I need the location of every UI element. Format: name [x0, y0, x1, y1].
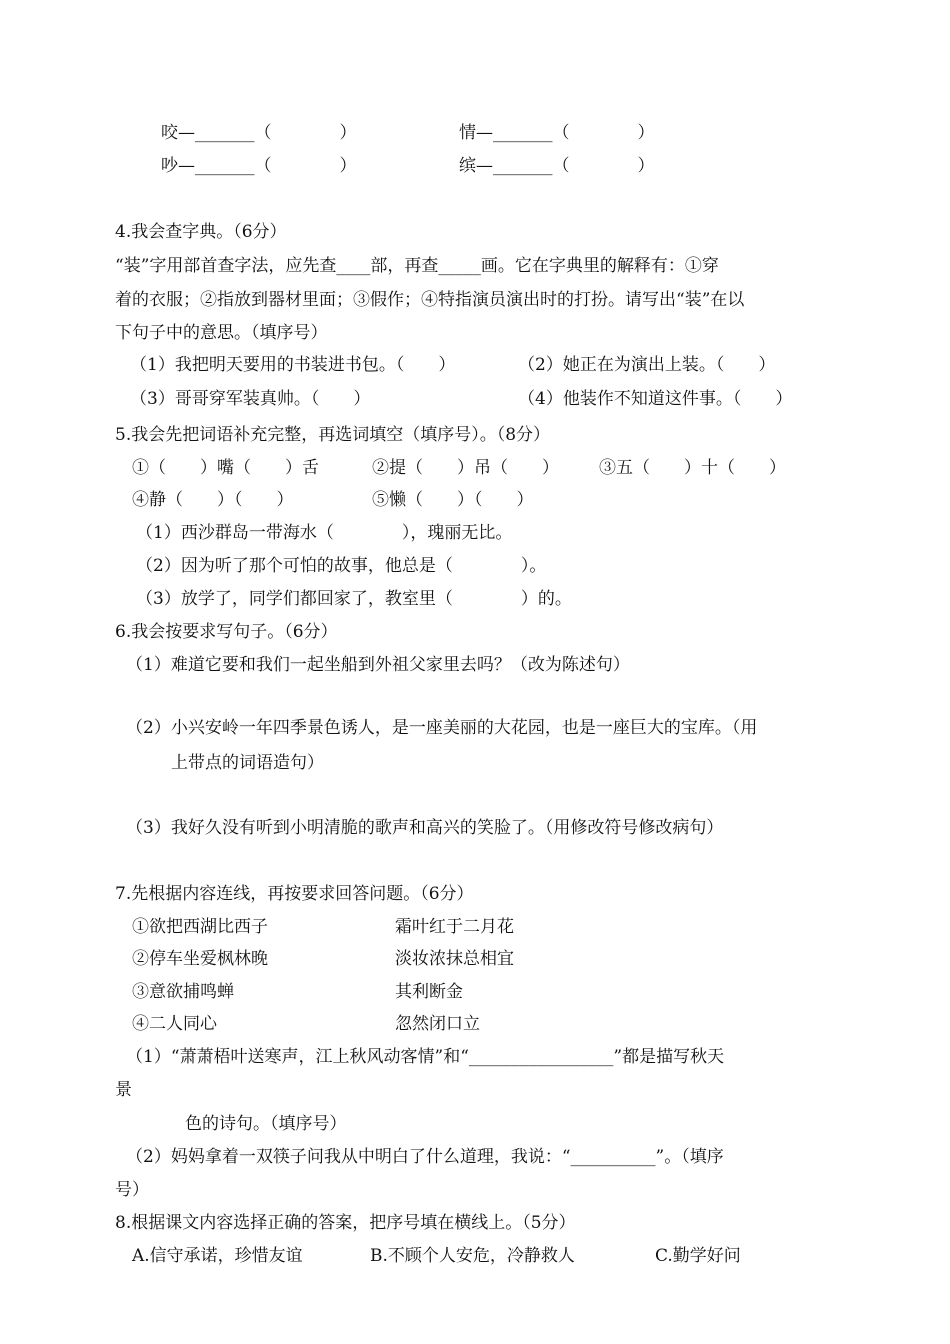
q6-item-2-line-2: 上带点的词语造句） [171, 753, 324, 773]
q5-word-1: ①（ ）嘴（ ）舌 [132, 458, 319, 478]
q8-option-b: B.不顾个人安危，冷静救人 [370, 1246, 575, 1266]
q7-q1-line-2: 景 [115, 1080, 132, 1100]
q7-left-3: ③意欲捕鸣蝉 [132, 982, 234, 1002]
q5-word-3: ③五（ ）十（ ） [599, 458, 786, 478]
q7-left-2: ②停车坐爱枫林晚 [132, 949, 268, 969]
q7-q2-line-1: （2）妈妈拿着一双筷子问我从中明白了什么道理，我说：“__________”。（填序 [126, 1147, 724, 1167]
q7-left-4: ④二人同心 [132, 1014, 217, 1034]
q8-option-a: A.信守承诺，珍惜友谊 [132, 1246, 303, 1266]
q7-right-1: 霜叶红于二月花 [395, 917, 514, 937]
q5-item-3: （3）放学了，同学们都回家了，教室里（ ）的。 [136, 589, 572, 609]
q4-para-line-3: 下句子中的意思。（填序号） [115, 323, 328, 343]
q5-title: 5.我会先把词语补充完整，再选词填空（填序号）。（8分） [115, 425, 551, 445]
q7-q1-line-3: 色的诗句。（填序号） [185, 1114, 347, 1134]
q8-title: 8.根据课文内容选择正确的答案，把序号填在横线上。（5分） [115, 1213, 576, 1233]
q3-row-chao: 吵—_______（ ） [161, 156, 357, 176]
q5-word-4: ④静（ ）（ ） [132, 490, 294, 510]
q4-item-3: （3）哥哥穿军装真帅。（ ） [130, 389, 371, 409]
q3-row-yao: 咬—_______（ ） [161, 123, 357, 143]
q3-row-qing: 情—_______（ ） [459, 123, 655, 143]
q8-option-c: C.勤学好问 [655, 1246, 741, 1266]
q4-para-line-1: “装”字用部首查字法，应先查____部，再查_____画。它在字典里的解释有：①穿 [115, 256, 719, 276]
q3-row-bin: 缤—_______（ ） [459, 156, 655, 176]
q7-q2-line-2: 号） [115, 1180, 149, 1200]
q4-item-2: （2）她正在为演出上装。（ ） [518, 355, 776, 375]
q6-title: 6.我会按要求写句子。（6分） [115, 622, 338, 642]
q6-item-1: （1）难道它要和我们一起坐船到外祖父家里去吗？（改为陈述句） [126, 655, 630, 675]
q7-q1-line-1: （1）“萧萧梧叶送寒声，江上秋风动客情”和“_________________”都是描写秋天 [126, 1047, 725, 1067]
q7-left-1: ①欲把西湖比西子 [132, 917, 268, 937]
q4-para-line-2: 着的衣服；②指放到器材里面；③假作；④特指演员演出时的打扮。请写出“装”在以 [115, 290, 745, 310]
q7-right-2: 淡妆浓抹总相宜 [395, 949, 514, 969]
q4-item-1: （1）我把明天要用的书装进书包。（ ） [130, 355, 456, 375]
q4-item-4: （4）他装作不知道这件事。（ ） [518, 389, 793, 409]
q5-item-1: （1）西沙群岛一带海水（ ），瑰丽无比。 [136, 523, 513, 543]
q7-right-4: 忽然闭口立 [395, 1014, 480, 1034]
q6-item-3: （3）我好久没有听到小明清脆的歌声和高兴的笑脸了。（用修改符号修改病句） [126, 818, 724, 838]
q6-item-2-line-1: （2）小兴安岭一年四季景色诱人，是一座美丽的大花园，也是一座巨大的宝库。（用 [126, 718, 758, 738]
q5-word-2: ②提（ ）吊（ ） [372, 458, 559, 478]
q7-title: 7.先根据内容连线，再按要求回答问题。（6分） [115, 884, 474, 904]
q4-title: 4.我会查字典。（6分） [115, 222, 287, 242]
q5-item-2: （2）因为听了那个可怕的故事，他总是（ ）。 [136, 556, 547, 576]
q5-word-5: ⑤懒（ ）（ ） [372, 490, 534, 510]
q7-right-3: 其利断金 [395, 982, 463, 1002]
